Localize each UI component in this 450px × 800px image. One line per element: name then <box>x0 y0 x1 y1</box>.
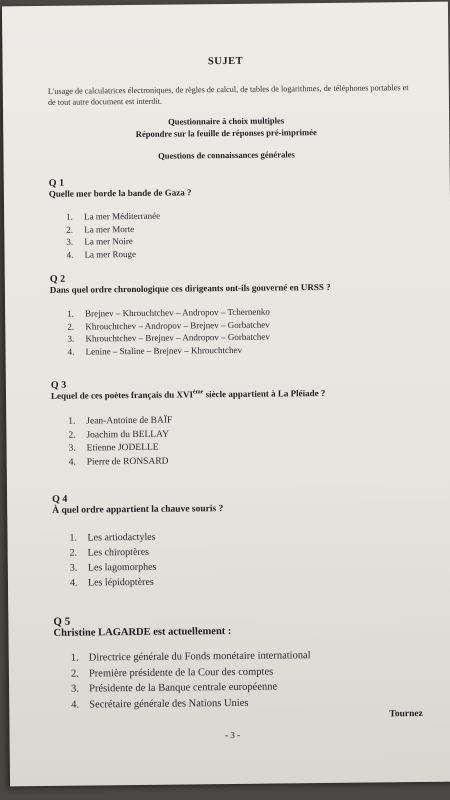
option-text: Lenine – Staline – Brejnev – Khrouchtchev <box>85 344 243 356</box>
option-number: 3. <box>66 236 74 247</box>
option-number: 4. <box>67 346 75 357</box>
option-text: Présidente de la Banque centrale européenne <box>89 681 278 695</box>
option-item <box>70 575 157 591</box>
option-item <box>68 428 172 443</box>
question-label: Q 2 <box>49 273 66 285</box>
option-number: 4. <box>71 699 80 711</box>
option-text: Jean-Antoine de BAÏF <box>86 415 173 427</box>
question-label: Q 4 <box>52 493 68 505</box>
option-text: La mer Méditerranée <box>84 210 161 222</box>
option-text: Etienne JODELLE <box>86 442 159 454</box>
option-item <box>70 560 157 576</box>
option-number: 1. <box>68 416 76 427</box>
option-text: Joachim du BELLAY <box>86 429 169 440</box>
question-text: Christine LAGARDE est actuellement : <box>53 625 232 639</box>
question-text: Dans quel ordre chronologique ces dirigeants ont-ils gouverné en URSS ? <box>49 281 331 295</box>
option-text: La mer Rouge <box>84 248 137 260</box>
option-text: Les lagomorphes <box>87 561 157 574</box>
option-number: 3. <box>69 562 78 574</box>
options-list <box>67 306 270 358</box>
option-text: Khrouchtchev – Andropov – Brejnev – Gorbatchev <box>85 319 270 332</box>
option-item <box>66 247 160 260</box>
option-text: Secrétaire générale des Nations Unies <box>89 697 249 710</box>
question-label: Q 3 <box>50 379 67 391</box>
question-label: Q 5 <box>53 615 71 628</box>
option-item <box>66 210 160 223</box>
option-item <box>66 222 160 235</box>
option-text: Khrouchtchev – Brejnev – Andropov – Gorbatchev <box>85 331 270 344</box>
option-number: 2. <box>66 224 74 235</box>
options-list <box>68 415 173 470</box>
option-number: 1. <box>67 308 74 319</box>
option-item <box>71 648 311 666</box>
option-number: 3. <box>71 683 80 695</box>
question-text <box>51 387 421 401</box>
option-number: 4. <box>68 457 76 468</box>
option-number: 1. <box>69 532 78 544</box>
option-item <box>66 235 160 248</box>
option-item <box>67 343 270 358</box>
option-text: Directrice générale du Fonds monétaire international <box>88 650 311 664</box>
option-text: Pierre de RONSARD <box>86 456 169 467</box>
option-item <box>69 455 173 470</box>
options-list <box>71 648 312 713</box>
option-number: 2. <box>67 321 75 332</box>
option-number: 2. <box>68 430 76 441</box>
option-text: Brejnev – Khrouchtchev – Andropov – Tchernenko <box>85 306 270 319</box>
option-number: 4. <box>66 249 74 260</box>
option-item <box>71 679 311 697</box>
option-text: La mer Morte <box>84 223 135 235</box>
exam-page <box>2 2 450 787</box>
option-number: 1. <box>70 652 79 664</box>
option-number: 4. <box>69 577 78 589</box>
options-list <box>69 530 156 591</box>
option-text: Les artiodactyles <box>87 531 156 544</box>
option-text: Première présidente de la Cour des comptes <box>88 666 274 679</box>
option-text: La mer Noire <box>84 235 133 247</box>
question-text-part: siècle appartient à La Pléiade ? <box>203 387 326 400</box>
option-number: 3. <box>68 443 76 454</box>
option-item <box>69 530 156 546</box>
option-number: 1. <box>66 211 73 222</box>
question-text-superscript: ème <box>192 389 204 396</box>
option-number: 2. <box>70 668 79 680</box>
option-number: 3. <box>67 333 75 344</box>
option-item <box>71 695 311 713</box>
page-number: - 3 - <box>225 729 241 741</box>
turn-page-note: Tournez <box>389 708 423 720</box>
answer-instruction: Répondre sur la feuille de réponses pré-imprimée <box>135 127 317 139</box>
option-item <box>70 545 157 561</box>
question-text: À quel ordre appartient la chauve souris ? <box>52 504 224 516</box>
question-label: Q 1 <box>48 177 65 189</box>
option-item <box>68 415 172 430</box>
questionnaire-type: Questionnaire à choix multiples <box>168 115 285 127</box>
instructions-text: L'usage de calculatrices électroniques, de règles de calcul, de tables de logarithmes, de téléphones portables et de tout autre document est interdit. <box>47 83 409 107</box>
option-number: 2. <box>69 547 78 559</box>
page-title: SUJET <box>207 55 244 68</box>
question-text: Quelle mer borde la bande de Gaza ? <box>48 187 192 199</box>
option-item <box>69 442 173 457</box>
section-title: Questions de connaissances générales <box>158 149 295 161</box>
option-text: Les lépidoptères <box>87 576 154 589</box>
options-list <box>66 210 160 261</box>
question-text-part: Lequel de ces poètes français du XVI <box>50 389 194 401</box>
option-text: Les chiroptères <box>87 546 150 559</box>
